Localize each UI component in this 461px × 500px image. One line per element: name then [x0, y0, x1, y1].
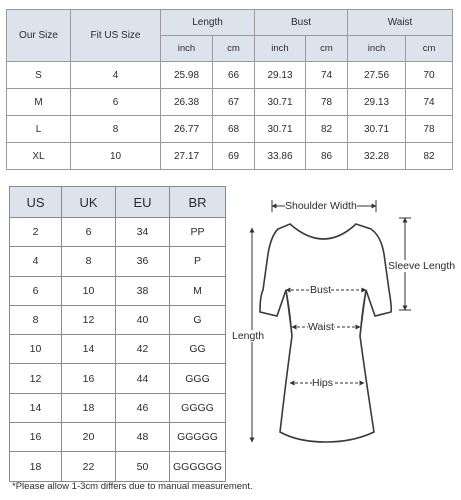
cell-us-size: 6 — [71, 89, 161, 116]
cell-length-inch: 25.98 — [161, 62, 213, 89]
cell-eu: 48 — [116, 423, 170, 452]
cell-eu: 50 — [116, 452, 170, 481]
cell-length-inch: 26.77 — [161, 116, 213, 143]
cell-eu: 42 — [116, 335, 170, 364]
table-row — [10, 393, 226, 422]
cell-eu: 44 — [116, 364, 170, 393]
cell-bust-cm: 74 — [306, 62, 348, 89]
table-row — [10, 423, 226, 452]
cell-us: 8 — [10, 305, 62, 334]
header-eu: EU — [116, 187, 170, 218]
cell-eu: 46 — [116, 393, 170, 422]
cell-eu: 34 — [116, 218, 170, 247]
cell-our-size: L — [7, 116, 71, 143]
cell-length-cm: 66 — [213, 62, 255, 89]
cell-us: 14 — [10, 393, 62, 422]
shoulder-width-label: Shoulder Width — [285, 200, 357, 212]
sleeve-length-label: Sleeve Length — [388, 260, 456, 272]
cell-us: 4 — [10, 247, 62, 276]
table-row — [7, 116, 453, 143]
cell-us: 12 — [10, 364, 62, 393]
subheader-length-cm: cm — [213, 36, 255, 62]
cell-waist-cm: 82 — [406, 143, 453, 170]
cell-uk: 12 — [62, 305, 116, 334]
header-br: BR — [170, 187, 226, 218]
cell-length-inch: 27.17 — [161, 143, 213, 170]
header-our-size: Our Size — [7, 10, 71, 62]
cell-eu: 36 — [116, 247, 170, 276]
cell-bust-inch: 29.13 — [255, 62, 306, 89]
table-row — [10, 364, 226, 393]
header-fit-us-size: Fit US Size — [71, 10, 161, 62]
bust-label: Bust — [310, 284, 332, 296]
cell-br: GGGGGG — [170, 452, 226, 481]
table-row — [10, 276, 226, 305]
cell-us-size: 8 — [71, 116, 161, 143]
cell-bust-cm: 86 — [306, 143, 348, 170]
table-row — [7, 89, 453, 116]
cell-waist-cm: 70 — [406, 62, 453, 89]
table-row — [10, 218, 226, 247]
waist-label: Waist — [308, 321, 334, 333]
cell-waist-cm: 78 — [406, 116, 453, 143]
cell-waist-cm: 74 — [406, 89, 453, 116]
cell-br: GGGGG — [170, 423, 226, 452]
cell-length-cm: 67 — [213, 89, 255, 116]
table-row — [10, 335, 226, 364]
cell-us: 18 — [10, 452, 62, 481]
cell-us: 16 — [10, 423, 62, 452]
cell-br: PP — [170, 218, 226, 247]
table-row — [10, 452, 226, 481]
header-us: US — [10, 187, 62, 218]
header-bust: Bust — [255, 10, 348, 36]
length-label: Length — [232, 330, 265, 342]
cell-br: GGG — [170, 364, 226, 393]
cell-uk: 14 — [62, 335, 116, 364]
cell-waist-inch: 32.28 — [348, 143, 406, 170]
cell-uk: 10 — [62, 276, 116, 305]
cell-waist-inch: 29.13 — [348, 89, 406, 116]
dress-measurement-diagram — [228, 186, 461, 458]
header-uk: UK — [62, 187, 116, 218]
table-row — [7, 62, 453, 89]
size-conversion-table — [9, 186, 226, 482]
cell-uk: 20 — [62, 423, 116, 452]
subheader-waist-cm: cm — [406, 36, 453, 62]
cell-us: 10 — [10, 335, 62, 364]
cell-bust-inch: 30.71 — [255, 116, 306, 143]
table-row — [10, 247, 226, 276]
cell-br: P — [170, 247, 226, 276]
subheader-length-inch: inch — [161, 36, 213, 62]
cell-uk: 8 — [62, 247, 116, 276]
size-measurement-table — [6, 9, 453, 170]
cell-br: GG — [170, 335, 226, 364]
cell-us-size: 4 — [71, 62, 161, 89]
cell-uk: 22 — [62, 452, 116, 481]
cell-us: 2 — [10, 218, 62, 247]
cell-waist-inch: 30.71 — [348, 116, 406, 143]
cell-br: GGGG — [170, 393, 226, 422]
cell-bust-inch: 30.71 — [255, 89, 306, 116]
cell-eu: 40 — [116, 305, 170, 334]
measurement-note: *Please allow 1-3cm differs due to manual measurement. — [12, 481, 253, 492]
cell-our-size: M — [7, 89, 71, 116]
dress-outline-icon — [228, 186, 461, 458]
cell-length-cm: 69 — [213, 143, 255, 170]
cell-our-size: S — [7, 62, 71, 89]
cell-eu: 38 — [116, 276, 170, 305]
cell-uk: 6 — [62, 218, 116, 247]
table-row — [7, 143, 453, 170]
cell-length-inch: 26.38 — [161, 89, 213, 116]
cell-uk: 16 — [62, 364, 116, 393]
header-length: Length — [161, 10, 255, 36]
table-row — [10, 305, 226, 334]
cell-uk: 18 — [62, 393, 116, 422]
cell-waist-inch: 27.56 — [348, 62, 406, 89]
cell-us: 6 — [10, 276, 62, 305]
subheader-waist-inch: inch — [348, 36, 406, 62]
hips-label: Hips — [312, 377, 334, 389]
cell-br: G — [170, 305, 226, 334]
cell-bust-inch: 33.86 — [255, 143, 306, 170]
cell-bust-cm: 82 — [306, 116, 348, 143]
cell-length-cm: 68 — [213, 116, 255, 143]
cell-bust-cm: 78 — [306, 89, 348, 116]
subheader-bust-inch: inch — [255, 36, 306, 62]
subheader-bust-cm: cm — [306, 36, 348, 62]
header-waist: Waist — [348, 10, 453, 36]
cell-us-size: 10 — [71, 143, 161, 170]
cell-our-size: XL — [7, 143, 71, 170]
cell-br: M — [170, 276, 226, 305]
